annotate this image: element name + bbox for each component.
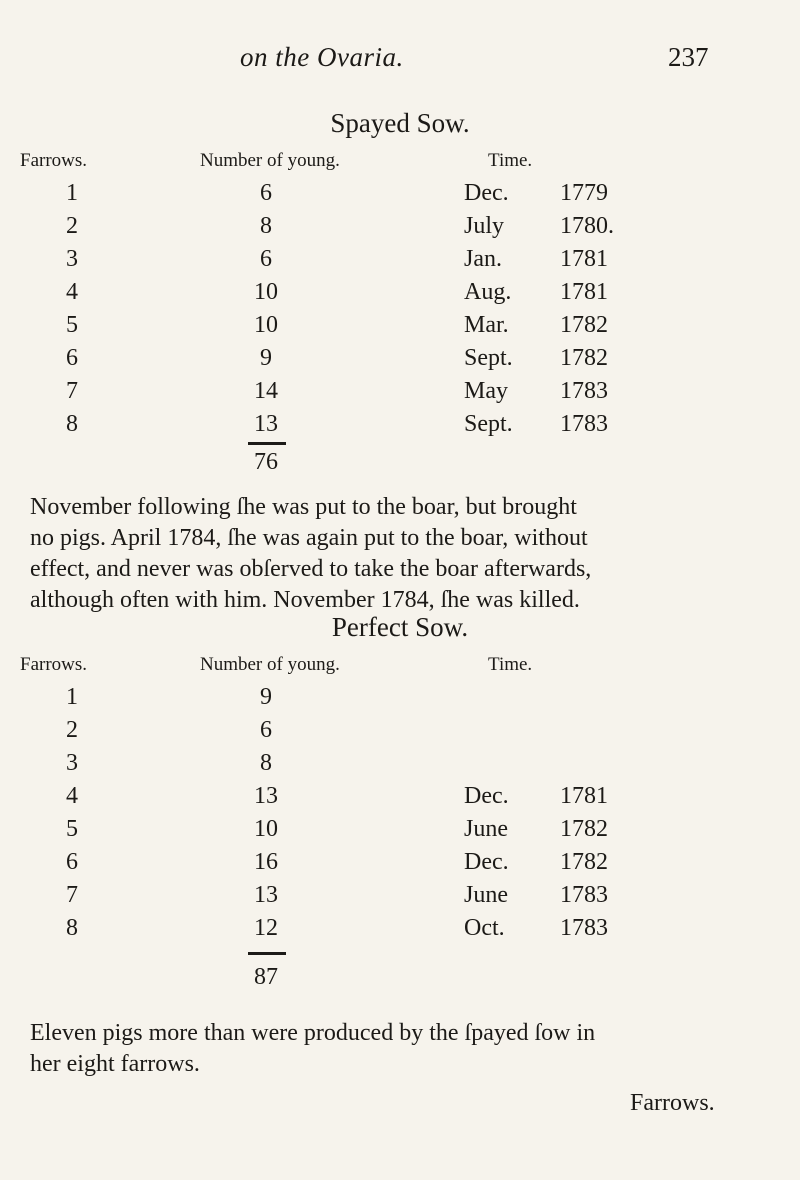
farrow-month: Dec. — [464, 783, 509, 809]
text-line: Eleven pigs more than were produced by the ſpayed ſow in — [30, 1020, 596, 1046]
spayed-row-1 — [0, 180, 800, 214]
farrow-number: 6 — [66, 849, 78, 875]
farrow-month: Oct. — [464, 915, 505, 941]
farrow-number: 5 — [66, 816, 78, 842]
body-paragraph-2 — [30, 1018, 780, 1080]
spayed-row-8 — [0, 411, 800, 445]
text-line: her eight farrows. — [30, 1051, 200, 1077]
perfect-row-4 — [0, 783, 800, 817]
spayed-sum-rule — [248, 442, 286, 445]
farrow-number: 2 — [66, 213, 78, 239]
spayed-total: 76 — [254, 449, 278, 475]
perfect-farrows-header: Farrows. — [20, 654, 88, 675]
perfect-sum-rule — [248, 952, 286, 955]
farrow-number: 2 — [66, 717, 78, 743]
perfect-sow-title: Perfect Sow. — [331, 612, 469, 642]
farrow-year: 1783 — [560, 378, 608, 404]
farrow-month: July — [464, 213, 505, 239]
perfect-row-1 — [0, 684, 800, 718]
farrow-month: May — [464, 378, 508, 404]
farrow-number: 7 — [66, 882, 78, 908]
farrow-year: 1782 — [560, 816, 608, 842]
running-head — [0, 40, 800, 80]
farrow-number: 5 — [66, 312, 78, 338]
running-title: on the Ovaria. — [240, 42, 404, 72]
spayed-row-3 — [0, 246, 800, 280]
farrow-year: 1781 — [560, 783, 608, 809]
young-count: 13 — [254, 882, 278, 908]
perfect-total: 87 — [254, 964, 278, 990]
young-count: 9 — [260, 684, 272, 710]
perfect-row-3 — [0, 750, 800, 784]
farrow-number: 3 — [66, 750, 78, 776]
young-count: 6 — [260, 717, 272, 743]
farrow-number: 8 — [66, 915, 78, 941]
farrow-number: 6 — [66, 345, 78, 371]
catchword: Farrows. — [630, 1090, 715, 1116]
perfect-row-2 — [0, 717, 800, 751]
spayed-farrows-header: Farrows. — [20, 150, 88, 171]
farrow-year: 1783 — [560, 915, 608, 941]
farrow-year: 1781 — [560, 279, 608, 305]
farrow-number: 3 — [66, 246, 78, 272]
farrow-year: 1782 — [560, 345, 608, 371]
farrow-month: Sept. — [464, 345, 513, 371]
young-count: 14 — [254, 378, 278, 404]
farrow-month: Mar. — [464, 312, 509, 338]
farrow-number: 8 — [66, 411, 78, 437]
young-count: 13 — [254, 411, 278, 437]
farrow-year: 1782 — [560, 312, 608, 338]
perfect-row-8 — [0, 915, 800, 949]
farrow-year: 1779 — [560, 180, 608, 206]
text-line: no pigs. April 1784, ſhe was again put to the boar, without — [30, 525, 588, 551]
farrow-year: 1781 — [560, 246, 608, 272]
young-count: 12 — [254, 915, 278, 941]
spayed-time-header: Time. — [488, 150, 533, 171]
perfect-time-header: Time. — [488, 654, 533, 675]
young-count: 6 — [260, 180, 272, 206]
farrow-year: 1782 — [560, 849, 608, 875]
farrow-month: Dec. — [464, 180, 509, 206]
farrow-month: June — [464, 816, 508, 842]
farrow-number: 1 — [66, 684, 78, 710]
farrow-month: Jan. — [464, 246, 502, 272]
body-paragraph-1 — [30, 492, 780, 616]
perfect-young-header: Number of young. — [200, 654, 340, 675]
young-count: 10 — [254, 279, 278, 305]
perfect-row-5 — [0, 816, 800, 850]
page-number: 237 — [668, 42, 709, 72]
spayed-row-2 — [0, 213, 800, 247]
farrow-month: Dec. — [464, 849, 509, 875]
spayed-young-header: Number of young. — [200, 150, 340, 171]
perfect-row-6 — [0, 849, 800, 883]
young-count: 6 — [260, 246, 272, 272]
spayed-sow-title: Spayed Sow. — [330, 108, 470, 138]
young-count: 9 — [260, 345, 272, 371]
young-count: 8 — [260, 213, 272, 239]
young-count: 13 — [254, 783, 278, 809]
farrow-number: 4 — [66, 279, 78, 305]
farrow-number: 1 — [66, 180, 78, 206]
farrow-number: 4 — [66, 783, 78, 809]
text-line: November following ſhe was put to the boar, but brought — [30, 494, 577, 520]
young-count: 8 — [260, 750, 272, 776]
farrow-year: 1783 — [560, 411, 608, 437]
farrow-month: Sept. — [464, 411, 513, 437]
farrow-number: 7 — [66, 378, 78, 404]
farrow-month: June — [464, 882, 508, 908]
farrow-year: 1780. — [560, 213, 614, 239]
text-line: effect, and never was obſerved to take the boar afterwards, — [30, 556, 592, 582]
young-count: 16 — [254, 849, 278, 875]
farrow-month: Aug. — [464, 279, 512, 305]
young-count: 10 — [254, 312, 278, 338]
perfect-row-7 — [0, 882, 800, 916]
young-count: 10 — [254, 816, 278, 842]
text-line: although often with him. November 1784, ſhe was killed. — [30, 587, 580, 613]
spayed-row-5 — [0, 312, 800, 346]
spayed-row-7 — [0, 378, 800, 412]
spayed-row-6 — [0, 345, 800, 379]
farrow-year: 1783 — [560, 882, 608, 908]
spayed-row-4 — [0, 279, 800, 313]
